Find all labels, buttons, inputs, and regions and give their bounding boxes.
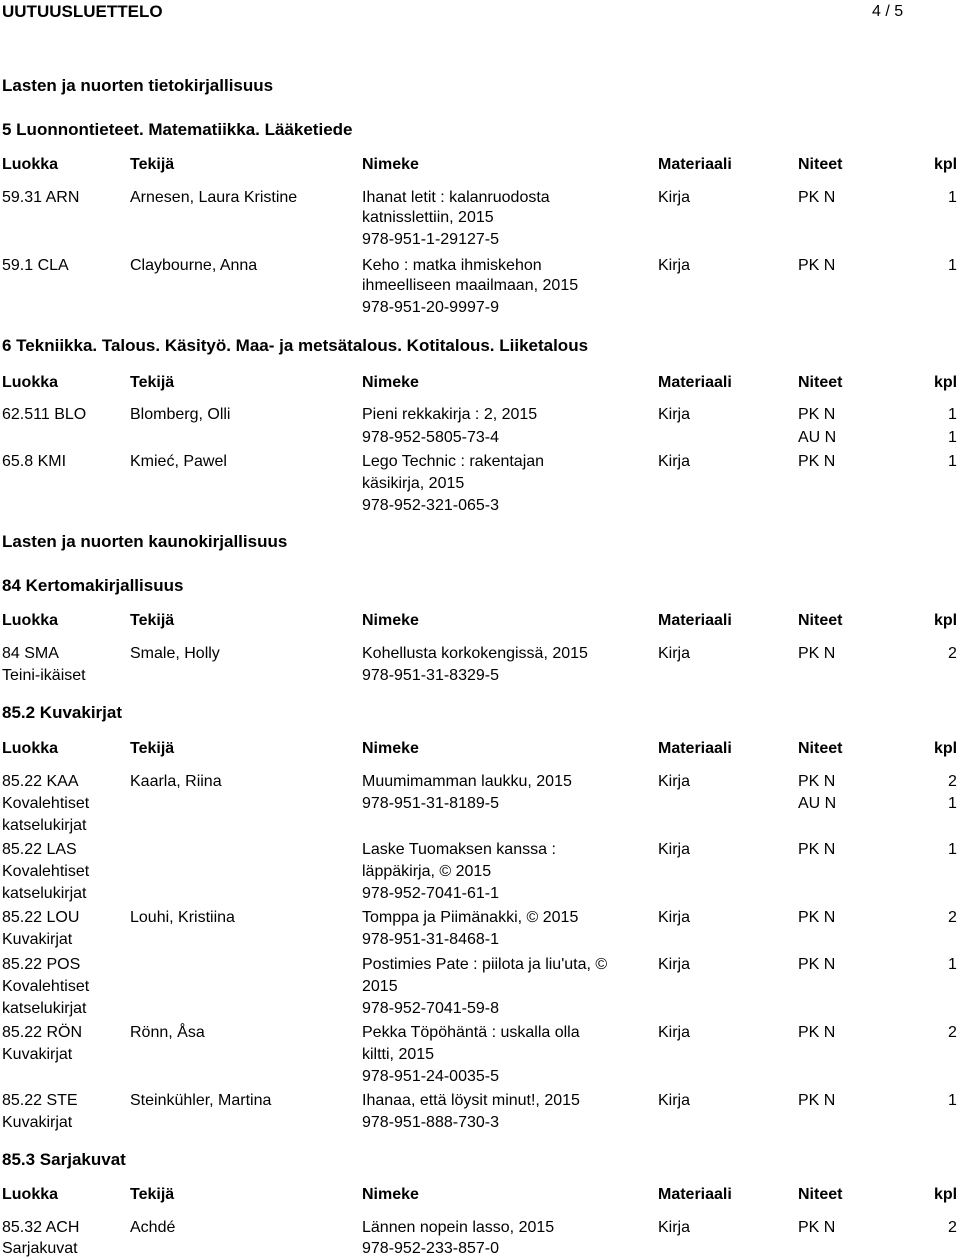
col-materiaali: Materiaali bbox=[658, 740, 732, 757]
col-niteet: Niteet bbox=[798, 740, 843, 757]
col-materiaali: Materiaali bbox=[658, 156, 732, 173]
col-luokka: Luokka bbox=[2, 374, 59, 391]
col-nimeke: Nimeke bbox=[362, 612, 419, 629]
col-tekija: Tekijä bbox=[130, 374, 175, 391]
col-nimeke: Nimeke bbox=[362, 740, 419, 757]
col-nimeke: Nimeke bbox=[362, 1186, 419, 1203]
page-number: 4 / 5 bbox=[872, 3, 904, 20]
col-niteet: Niteet bbox=[798, 1186, 843, 1203]
col-niteet: Niteet bbox=[798, 156, 843, 173]
col-kpl: kpl bbox=[934, 156, 958, 173]
col-kpl: kpl bbox=[934, 374, 958, 391]
col-luokka: Luokka bbox=[2, 612, 59, 629]
col-tekija: Tekijä bbox=[130, 1186, 175, 1203]
section-heading: Lasten ja nuorten tietokirjallisuus bbox=[2, 76, 274, 95]
col-materiaali: Materiaali bbox=[658, 1186, 732, 1203]
col-luokka: Luokka bbox=[2, 740, 59, 757]
col-tekija: Tekijä bbox=[130, 156, 175, 173]
col-kpl: kpl bbox=[934, 612, 958, 629]
subsection-heading: 84 Kertomakirjallisuus bbox=[2, 576, 184, 595]
subsection-heading: 6 Tekniikka. Talous. Käsityö. Maa- ja metsätalous. Kotitalous. Liiketalous bbox=[2, 336, 589, 355]
col-luokka: Luokka bbox=[2, 156, 59, 173]
col-nimeke: Nimeke bbox=[362, 374, 419, 391]
col-niteet: Niteet bbox=[798, 612, 843, 629]
subsection-heading: 85.2 Kuvakirjat bbox=[2, 703, 123, 722]
col-tekija: Tekijä bbox=[130, 612, 175, 629]
subsection-heading: 5 Luonnontieteet. Matematiikka. Lääketiede bbox=[2, 120, 353, 139]
col-materiaali: Materiaali bbox=[658, 612, 732, 629]
col-niteet: Niteet bbox=[798, 374, 843, 391]
catalog-title: UUTUUSLUETTELO bbox=[2, 2, 163, 21]
subsection-heading: 85.3 Sarjakuvat bbox=[2, 1150, 126, 1169]
col-tekija: Tekijä bbox=[130, 740, 175, 757]
section-heading: Lasten ja nuorten kaunokirjallisuus bbox=[2, 532, 288, 551]
col-nimeke: Nimeke bbox=[362, 156, 419, 173]
col-kpl: kpl bbox=[934, 1186, 958, 1203]
col-materiaali: Materiaali bbox=[658, 374, 732, 391]
col-kpl: kpl bbox=[934, 740, 958, 757]
col-luokka: Luokka bbox=[2, 1186, 59, 1203]
